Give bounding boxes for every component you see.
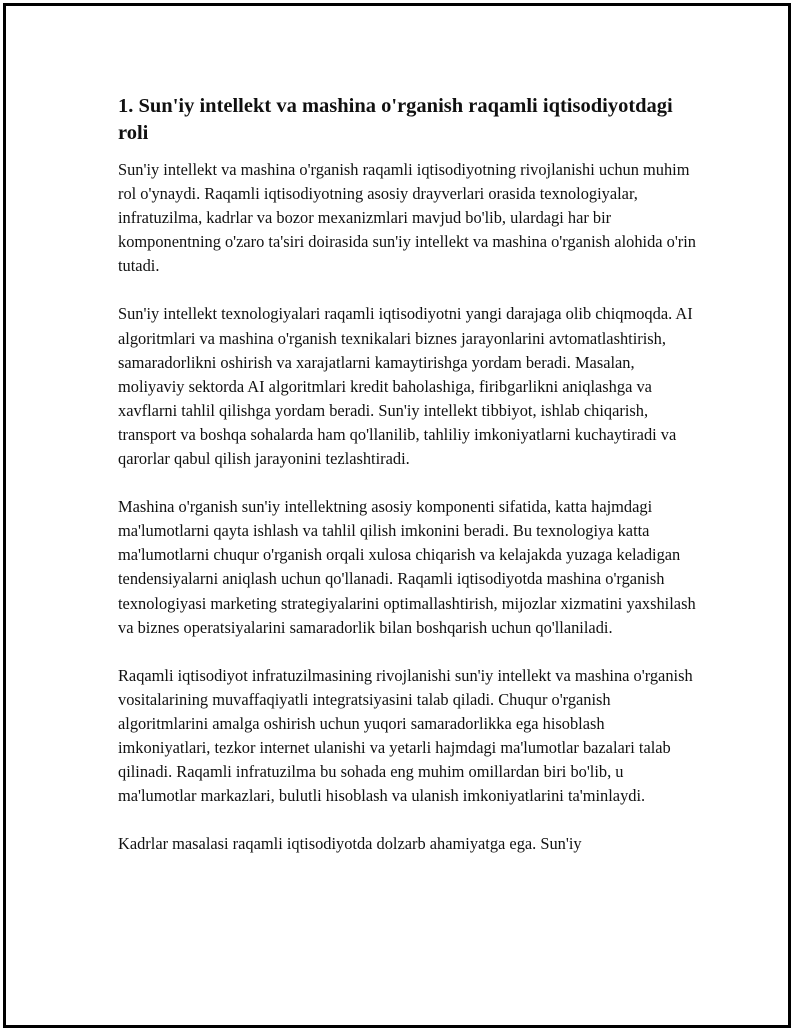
paragraph-4: Raqamli iqtisodiyot infratuzilmasining rivojlanishi sun'iy intellekt va mashina o'rganish vositalarining muvaffaqiyatli integratsiyasini talab qiladi. Chuqur o'rganish algoritmlarini amalga oshirish uchun yuqori samaradorlikka ega hisoblash imkoniyatlari, tezkor internet ulanishi va yetarli hajmdagi ma'lumotlar bazalari talab qilinadi. Raqamli infratuzilma bu sohada eng muhim omillardan biri bo'lib, u ma'lumotlar markazlari, bulutli hisoblash va ulanish imkoniyatlarini ta'minlaydi. [118,665,693,806]
paragraph-2: Sun'iy intellekt texnologiyalari raqamli iqtisodiyotni yangi darajaga olib chiqmoqda. AI algoritmlari va mashina o'rganish texnikalari biznes jarayonlarini avtomatlashtirish, samaradorlikni oshirish va xarajatlarni kamaytirishga yordam beradi. Masalan, moliyaviy sektorda AI algoritmlari kredit baholashiga, firibgarlikni aniqlashga va xavflarni tahlil qilishga yordam beradi. Sun'iy intellekt tibbiyot, ishlab chiqarish, transport va boshqa sohalarda ham qo'llanilib, tahliliy imkoniyatlarni kuchaytiradi va qarorlar qabul qilish jarayonini tezlashtiradi. [118,304,693,469]
paragraph-5: Kadrlar masalasi raqamli iqtisodiyotda dolzarb ahamiyatga ega. Sun'iy [118,834,582,854]
document-body [118,93,698,880]
paragraph-3: Mashina o'rganish sun'iy intellektning asosiy komponenti sifatida, katta hajmdagi ma'lumotlarni qayta ishlash va tahlil qilish imkonini beradi. Bu texnologiya katta ma'lumotlarni chuqur o'rganish orqali xulosa chiqarish va kelajakda yuzaga keladigan tendensiyalarni aniqlash uchun qo'llanadi. Raqamli iqtisodiyotda mashina o'rganish texnologiyasi marketing strategiyalarini optimallashtirish, mijozlar xizmatini yaxshilash va biznes operatsiyalarini samaradorlik bilan boshqarish uchun qo'llaniladi. [118,497,696,637]
paragraph-1: Sun'iy intellekt va mashina o'rganish raqamli iqtisodiyotning rivojlanishi uchun muhim rol o'ynaydi. Raqamli iqtisodiyotning asosiy drayverlari orasida texnologiyalar, infratuzilma, kadrlar va bozor mexanizmlari mavjud bo'lib, ulardagi har bir komponentning o'zaro ta'siri doirasida sun'iy intellekt va mashina o'rganish alohida o'rin tutadi. [118,160,697,276]
document-title: 1. Sun'iy intellekt va mashina o'rganish raqamli iqtisodiyotdagi roli [118,95,673,144]
